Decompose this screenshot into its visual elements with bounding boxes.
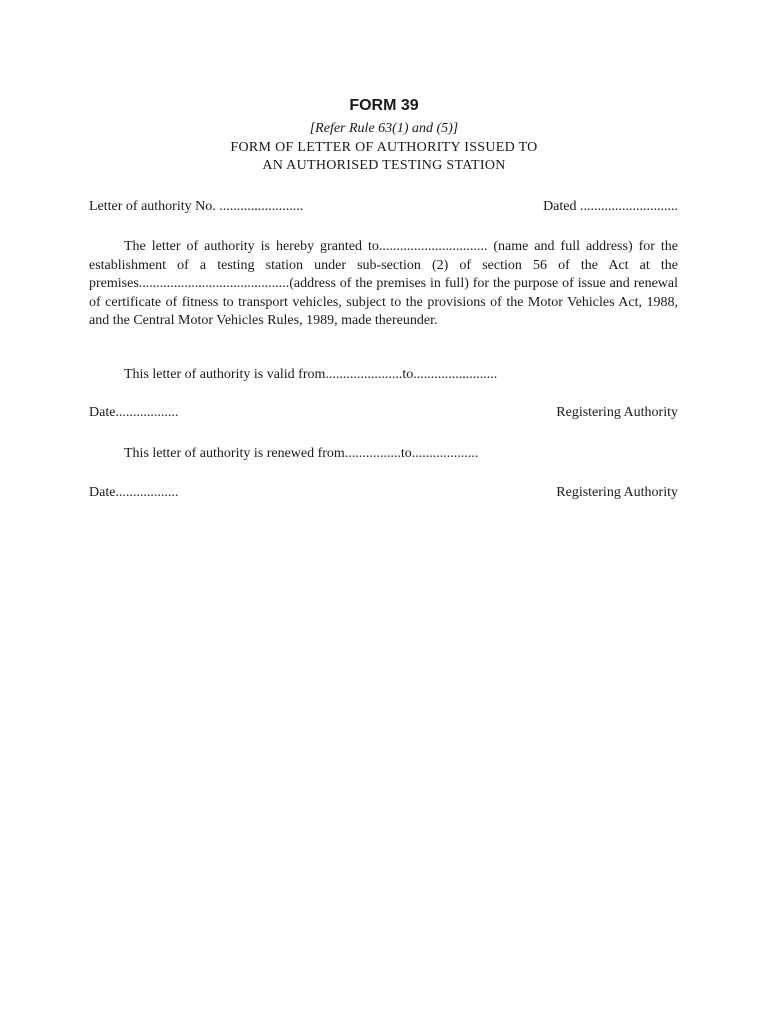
rule-reference: [Refer Rule 63(1) and (5)]: [309, 121, 459, 136]
letter-number-row: [89, 199, 678, 215]
form-number: FORM 39: [349, 97, 419, 114]
validity-paragraph: This letter of authority is valid from......................to........................: [124, 367, 498, 382]
grant-paragraph: The letter of authority is hereby granted to............................... (name and full address) for the establishment of a testing station under sub-section (2) of section 56 of the Act at the premises...........................................(address of the premises in full) for the purpose of issue and renewal of certificate of fitness to transport vehicles, subject to the provisions of the Motor Vehicles Act, 1988, and the Central Motor Vehicles Rules, 1989, made thereunder.: [89, 239, 678, 329]
dated-field: Dated ............................: [543, 199, 678, 214]
form-title: [0, 139, 768, 175]
form-title-line-1: FORM OF LETTER OF AUTHORITY ISSUED TO: [230, 140, 538, 155]
letter-number-field: Letter of authority No. ........................: [89, 199, 304, 214]
renewal-paragraph: This letter of authority is renewed from................to...................: [124, 446, 479, 461]
form-title-line-2: AN AUTHORISED TESTING STATION: [262, 158, 506, 173]
date-field: Date..................: [89, 485, 179, 500]
registering-authority-label: Registering Authority: [556, 405, 678, 420]
signature-row-renew: [89, 485, 678, 501]
signature-row-valid: [89, 405, 678, 421]
registering-authority-label: Registering Authority: [556, 485, 678, 500]
date-field: Date..................: [89, 405, 179, 420]
